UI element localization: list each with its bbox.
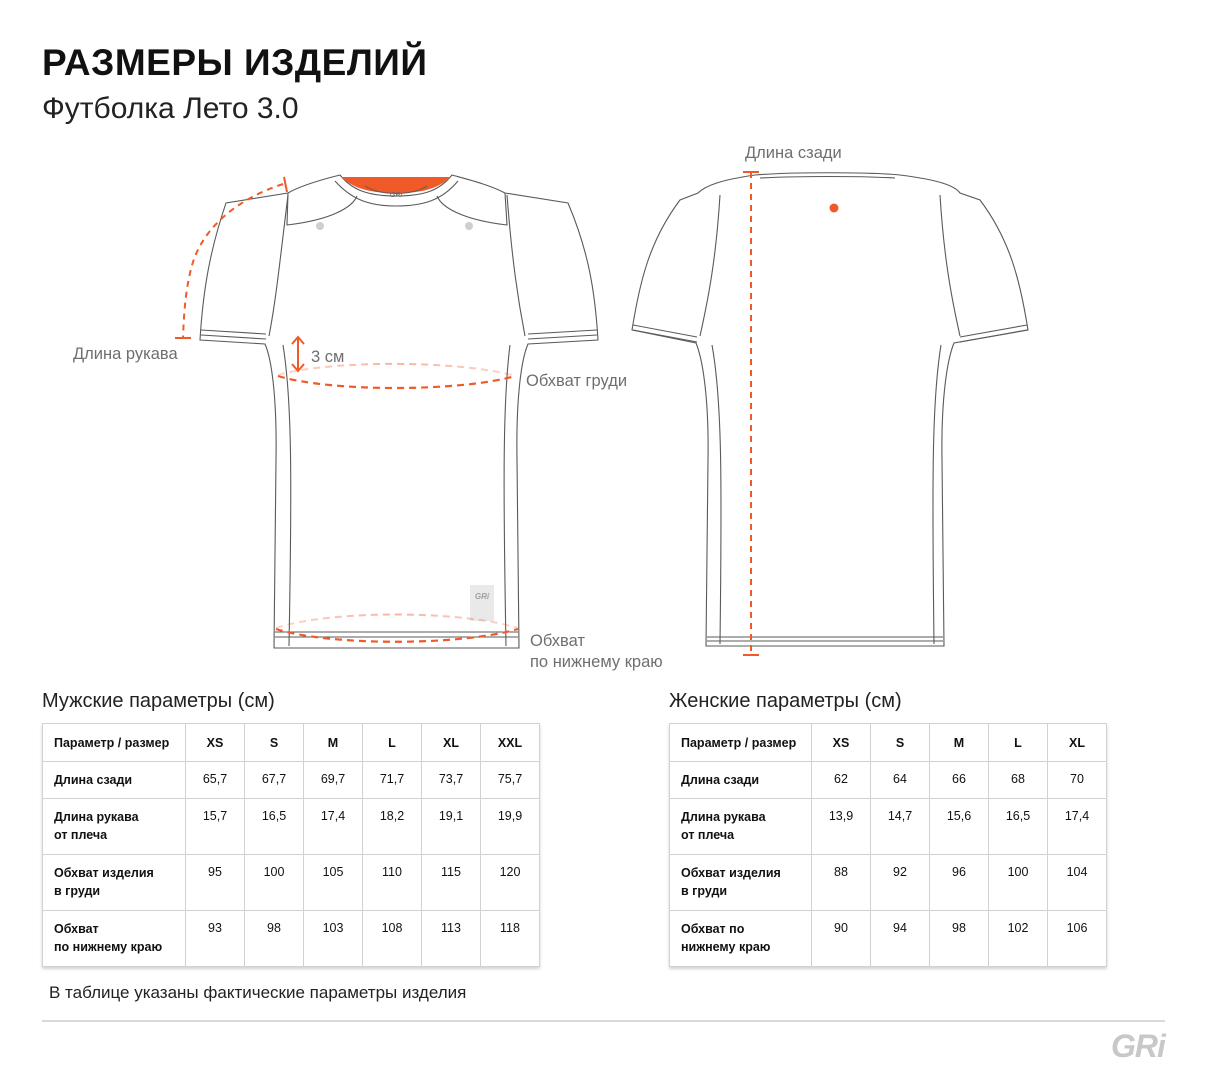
brand-logo: GRi bbox=[1111, 1028, 1165, 1064]
page-title: РАЗМЕРЫ ИЗДЕЛИЙ bbox=[42, 42, 428, 83]
header-cell: XS bbox=[812, 724, 871, 762]
header-cell: XS bbox=[186, 724, 245, 762]
header-cell: L bbox=[989, 724, 1048, 762]
hem-label-line1: Обхват bbox=[530, 632, 585, 650]
table-cell: 105 bbox=[304, 855, 363, 911]
tshirt-back bbox=[632, 173, 1028, 646]
table-cell: 71,7 bbox=[363, 762, 422, 799]
row-label-line: от плеча bbox=[54, 828, 108, 842]
row-label bbox=[43, 855, 186, 911]
table-cell: 16,5 bbox=[245, 799, 304, 855]
row-label-line: Длина рукава bbox=[681, 810, 766, 824]
table-cell: 73,7 bbox=[422, 762, 481, 799]
table-cell: 15,7 bbox=[186, 799, 245, 855]
table-cell: 15,6 bbox=[930, 799, 989, 855]
header-cell: XL bbox=[422, 724, 481, 762]
header-cell: XXL bbox=[481, 724, 540, 762]
table-cell: 18,2 bbox=[363, 799, 422, 855]
table-cell: 118 bbox=[481, 911, 540, 967]
row-label-line: Обхват bbox=[54, 922, 99, 936]
table-cell: 64 bbox=[871, 762, 930, 799]
table-cell: 62 bbox=[812, 762, 871, 799]
tag-brand: GRi bbox=[474, 592, 490, 601]
row-label-line: Длина рукава bbox=[54, 810, 139, 824]
table-cell: 103 bbox=[304, 911, 363, 967]
table-cell: 113 bbox=[422, 911, 481, 967]
table-cell: 100 bbox=[245, 855, 304, 911]
row-label bbox=[43, 762, 186, 799]
row-label-line: в груди bbox=[681, 884, 728, 898]
product-name: Футболка Лето 3.0 bbox=[42, 92, 299, 125]
table-cell: 16,5 bbox=[989, 799, 1048, 855]
chest-label: Обхват груди bbox=[526, 372, 628, 390]
row-label bbox=[670, 911, 812, 967]
offset-label: 3 см bbox=[311, 348, 345, 366]
table-cell: 98 bbox=[930, 911, 989, 967]
tshirt-front bbox=[200, 175, 598, 648]
table-row bbox=[43, 762, 540, 799]
row-label bbox=[670, 799, 812, 855]
table-row bbox=[670, 762, 1107, 799]
header-cell: Параметр / размер bbox=[670, 724, 812, 762]
front-dot-right bbox=[465, 222, 473, 230]
header-cell: L bbox=[363, 724, 422, 762]
row-label bbox=[670, 855, 812, 911]
front-dot-left bbox=[316, 222, 324, 230]
table-cell: 96 bbox=[930, 855, 989, 911]
row-label-line: Обхват изделия bbox=[54, 866, 154, 880]
neck-tape bbox=[341, 177, 451, 193]
row-label bbox=[43, 799, 186, 855]
row-label-line: Обхват по bbox=[681, 922, 745, 936]
header-cell: XL bbox=[1048, 724, 1107, 762]
row-label-line: Обхват изделия bbox=[681, 866, 781, 880]
hem-label-line2: по нижнему краю bbox=[530, 653, 663, 671]
table-cell: 100 bbox=[989, 855, 1048, 911]
header-cell: M bbox=[304, 724, 363, 762]
table-row bbox=[670, 799, 1107, 855]
hem-label bbox=[530, 631, 663, 673]
table-cell: 70 bbox=[1048, 762, 1107, 799]
table-header-row bbox=[43, 724, 540, 762]
table-row bbox=[670, 855, 1107, 911]
table-cell: 17,4 bbox=[1048, 799, 1107, 855]
table-cell: 120 bbox=[481, 855, 540, 911]
table-cell: 94 bbox=[871, 911, 930, 967]
table-cell: 93 bbox=[186, 911, 245, 967]
table-cell: 69,7 bbox=[304, 762, 363, 799]
back-outline bbox=[632, 173, 1028, 646]
table-cell: 75,7 bbox=[481, 762, 540, 799]
neck-brand: GRi bbox=[389, 192, 403, 199]
table-cell: 19,1 bbox=[422, 799, 481, 855]
header-cell: S bbox=[245, 724, 304, 762]
header-cell: M bbox=[930, 724, 989, 762]
row-label-line: от плеча bbox=[681, 828, 735, 842]
row-label-line: Длина сзади bbox=[54, 773, 133, 787]
table-cell: 115 bbox=[422, 855, 481, 911]
table-cell: 17,4 bbox=[304, 799, 363, 855]
table-cell: 98 bbox=[245, 911, 304, 967]
table-cell: 67,7 bbox=[245, 762, 304, 799]
table-cell: 95 bbox=[186, 855, 245, 911]
women-table-title: Женские параметры (см) bbox=[669, 690, 902, 712]
table-cell: 65,7 bbox=[186, 762, 245, 799]
offset-arrow bbox=[292, 337, 304, 371]
table-cell: 104 bbox=[1048, 855, 1107, 911]
table-cell: 68 bbox=[989, 762, 1048, 799]
table-cell: 92 bbox=[871, 855, 930, 911]
row-label-line: нижнему краю bbox=[681, 940, 771, 954]
men-table-title: Мужские параметры (см) bbox=[42, 690, 275, 712]
sleeve-length-marker bbox=[175, 177, 287, 338]
women-size-table bbox=[669, 723, 1107, 967]
table-cell: 14,7 bbox=[871, 799, 930, 855]
table-cell: 88 bbox=[812, 855, 871, 911]
table-cell: 66 bbox=[930, 762, 989, 799]
men-size-table bbox=[42, 723, 540, 967]
table-cell: 19,9 bbox=[481, 799, 540, 855]
table-cell: 102 bbox=[989, 911, 1048, 967]
table-row bbox=[43, 799, 540, 855]
table-cell: 13,9 bbox=[812, 799, 871, 855]
table-row bbox=[43, 855, 540, 911]
women-size-section bbox=[669, 690, 1107, 967]
men-size-section bbox=[42, 690, 540, 967]
table-cell: 110 bbox=[363, 855, 422, 911]
table-cell: 90 bbox=[812, 911, 871, 967]
divider bbox=[42, 1020, 1165, 1022]
hem-label-tag bbox=[470, 585, 494, 621]
table-row bbox=[670, 911, 1107, 967]
back-length-label: Длина сзади bbox=[745, 144, 842, 162]
header-cell: Параметр / размер bbox=[43, 724, 186, 762]
sleeve-length-label: Длина рукава bbox=[73, 345, 178, 363]
header-cell: S bbox=[871, 724, 930, 762]
row-label bbox=[670, 762, 812, 799]
footnote: В таблице указаны фактические параметры изделия bbox=[49, 983, 467, 1002]
row-label-line: Длина сзади bbox=[681, 773, 760, 787]
table-cell: 108 bbox=[363, 911, 422, 967]
table-row bbox=[43, 911, 540, 967]
back-length-marker bbox=[743, 172, 759, 655]
front-outline bbox=[200, 175, 598, 648]
table-cell: 106 bbox=[1048, 911, 1107, 967]
row-label-line: в груди bbox=[54, 884, 101, 898]
back-dot bbox=[830, 204, 839, 213]
row-label-line: по нижнему краю bbox=[54, 940, 163, 954]
row-label bbox=[43, 911, 186, 967]
table-header-row bbox=[670, 724, 1107, 762]
